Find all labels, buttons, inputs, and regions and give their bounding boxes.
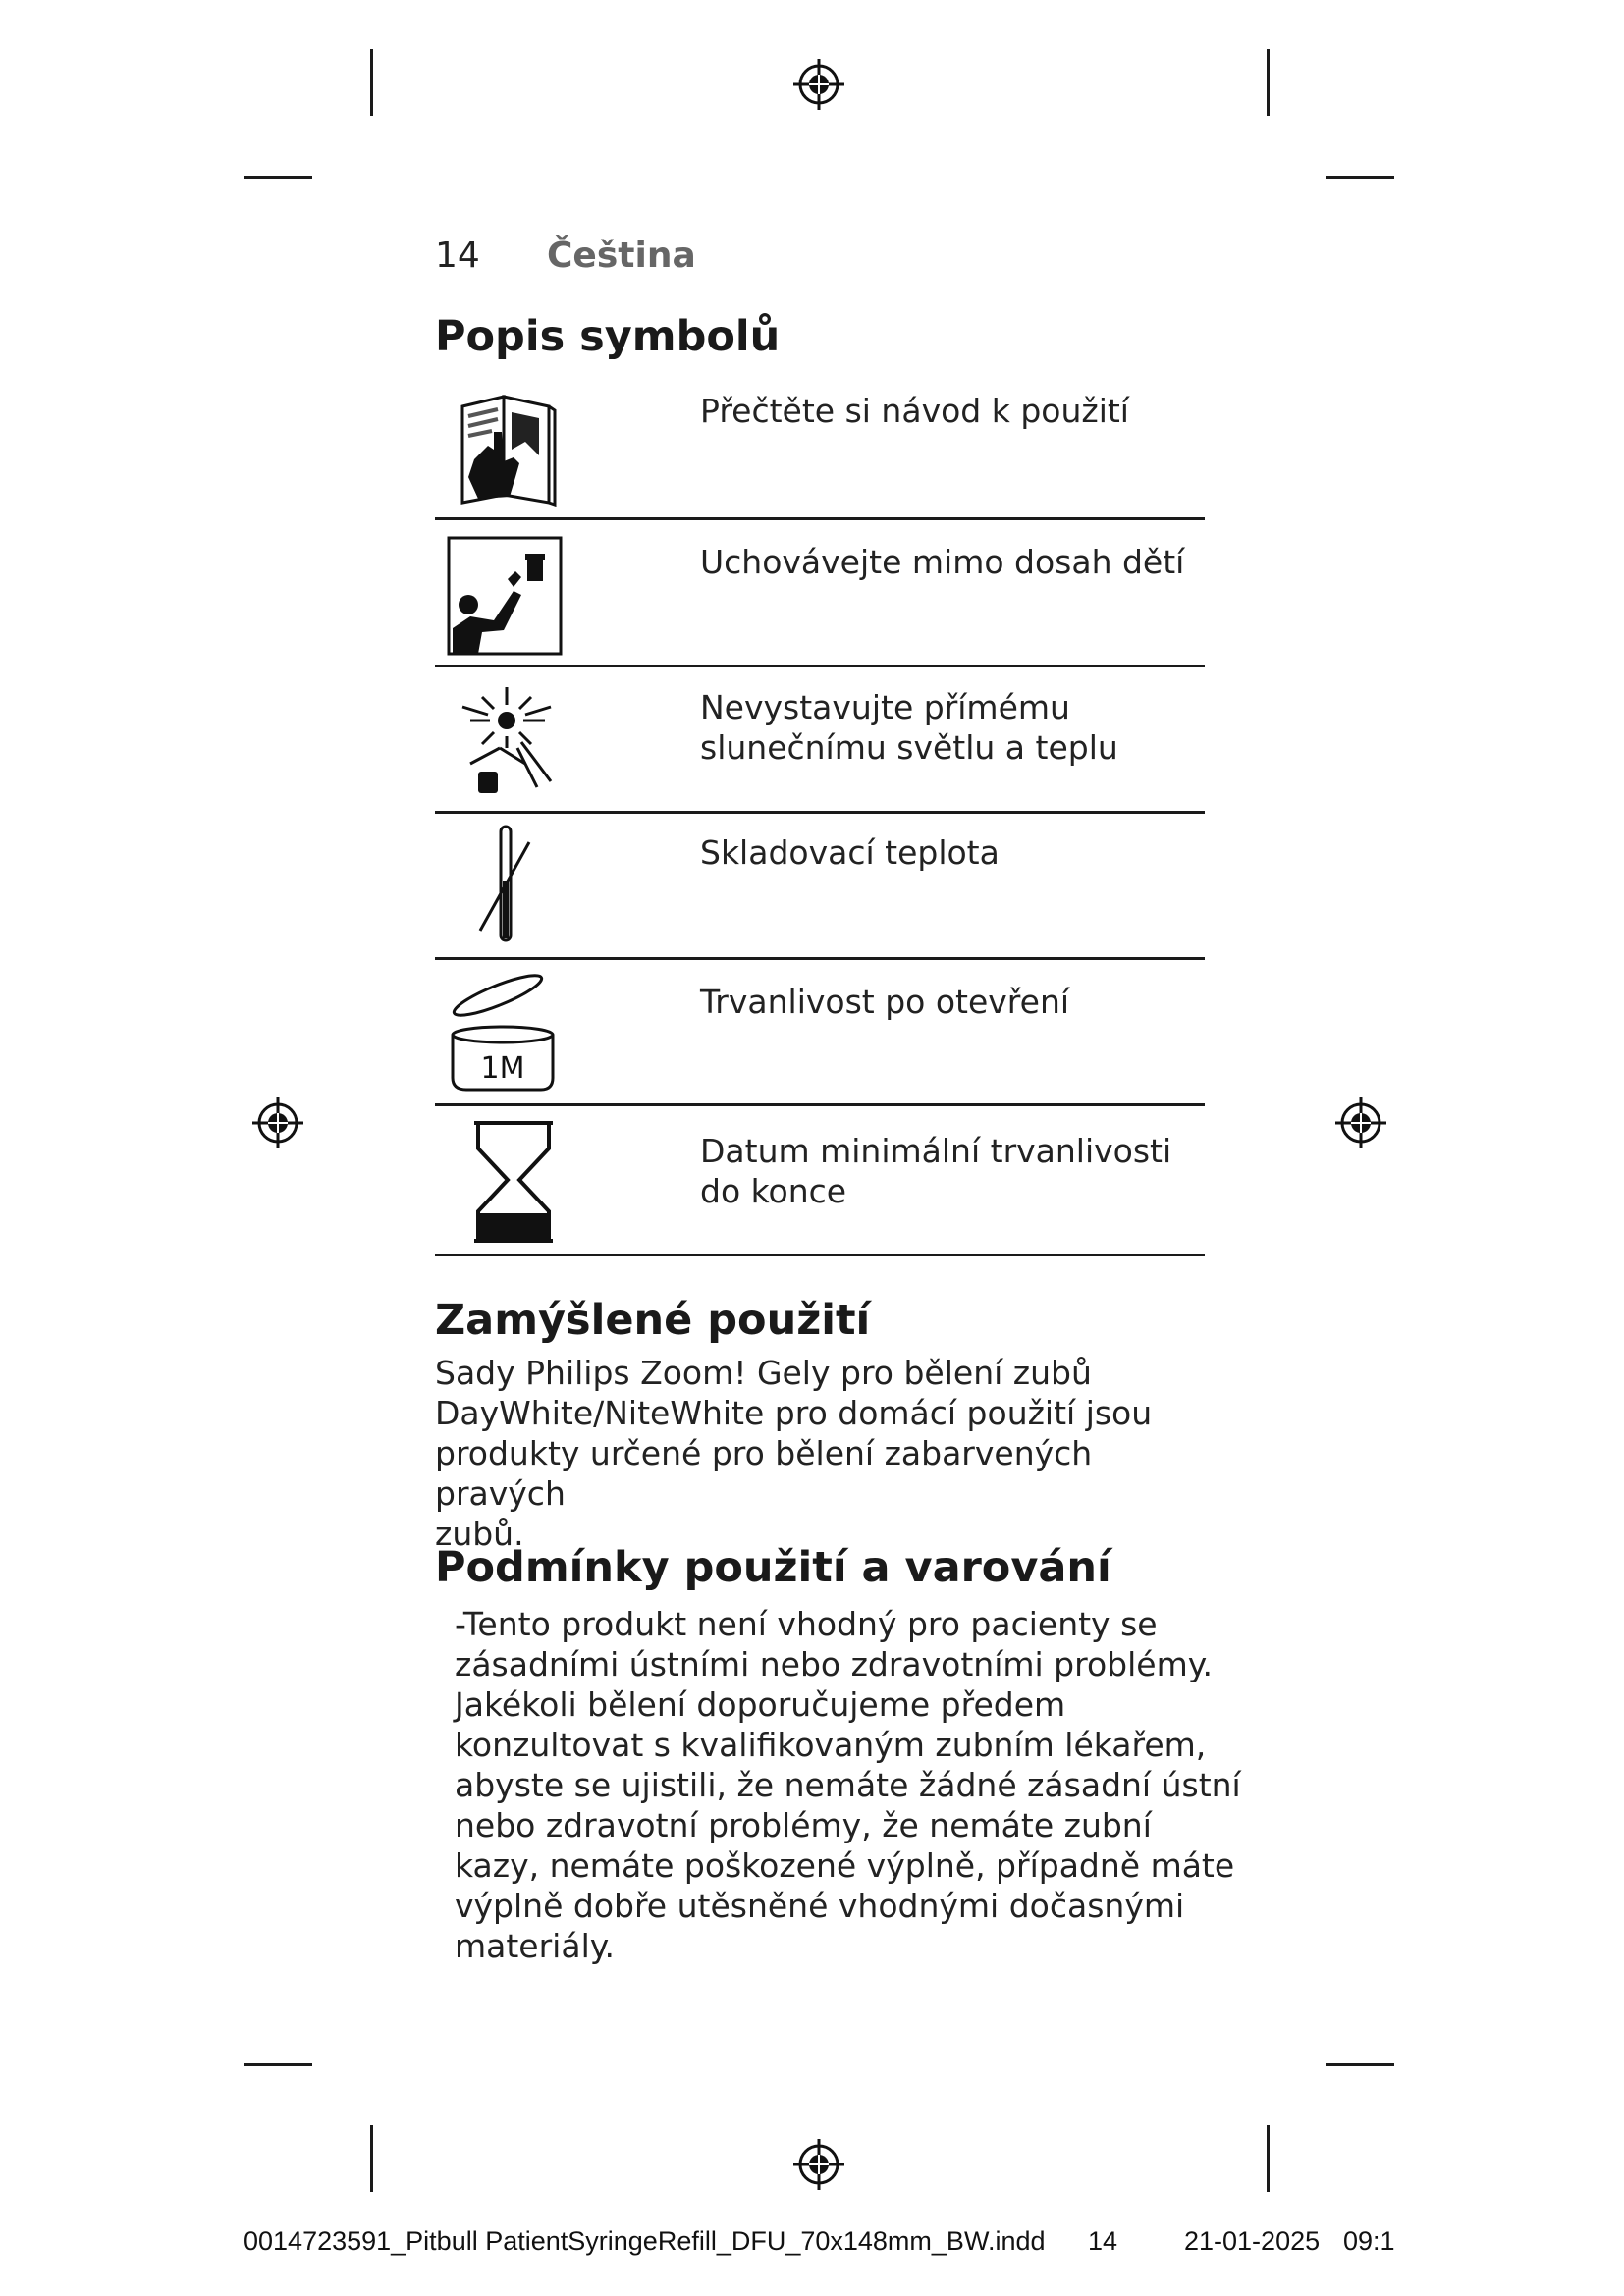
crop-mark xyxy=(1267,49,1270,116)
registration-mark-icon xyxy=(250,1095,305,1150)
symbol-row xyxy=(435,520,1205,667)
symbol-row xyxy=(435,381,1205,520)
crop-mark xyxy=(1326,176,1394,179)
registration-mark-icon xyxy=(791,57,846,112)
keep-away-sunlight-icon xyxy=(443,679,570,807)
divider xyxy=(435,1103,1205,1106)
crop-mark xyxy=(1326,2063,1394,2066)
symbol-description: Přečtěte si návod k použití xyxy=(700,392,1129,430)
symbol-description-line: Datum minimální trvanlivosti xyxy=(700,1132,1172,1170)
symbol-description xyxy=(700,687,1201,768)
language-label: Čeština xyxy=(547,236,696,276)
symbol-row xyxy=(435,667,1205,813)
paragraph-line: konzultovat s kvalifikovaným zubním lékařem, xyxy=(455,1726,1207,1764)
read-manual-icon xyxy=(443,387,570,514)
crop-mark xyxy=(370,2125,373,2192)
hourglass-icon xyxy=(443,1119,570,1247)
paragraph-line: Sady Philips Zoom! Gely pro bělení zubů xyxy=(435,1354,1092,1392)
print-slug-time: 09:1 xyxy=(1343,2226,1395,2256)
intended-use-paragraph xyxy=(435,1353,1211,1554)
paragraph-line: zubů. xyxy=(435,1515,524,1553)
crop-mark xyxy=(370,49,373,116)
paragraph-line: kazy, nemáte poškozené výplně, případně máte xyxy=(455,1846,1235,1885)
paragraph-line: DayWhite/NiteWhite pro domácí použití jsou xyxy=(435,1394,1153,1432)
paragraph-line: produkty určené pro bělení zabarvených pravých xyxy=(435,1434,1093,1513)
svg-text:1M: 1M xyxy=(480,1051,525,1086)
symbol-description: Uchovávejte mimo dosah dětí xyxy=(700,543,1185,581)
print-slug-filename: 0014723591_Pitbull PatientSyringeRefill_DFU_70x148mm_BW.indd xyxy=(244,2226,1046,2256)
period-after-opening-icon xyxy=(443,970,570,1097)
print-slug-page: 14 xyxy=(1088,2226,1118,2256)
symbol-description-line: slunečnímu světlu a teplu xyxy=(700,728,1118,767)
symbols-title: Popis symbolů xyxy=(435,312,781,361)
symbol-description: Trvanlivost po otevření xyxy=(700,983,1070,1021)
paragraph-line: -Tento produkt není vhodný pro pacienty se xyxy=(455,1605,1158,1643)
symbol-description-line: Nevystavujte přímému xyxy=(700,688,1070,726)
conditions-title: Podmínky použití a varování xyxy=(435,1543,1111,1592)
crop-mark xyxy=(1267,2125,1270,2192)
page-number: 14 xyxy=(435,236,480,276)
paragraph-line: nebo zdravotní problémy, že nemáte zubní xyxy=(455,1806,1152,1844)
keep-away-children-icon xyxy=(443,532,570,660)
symbol-description xyxy=(700,1131,1201,1211)
paragraph-line: zásadními ústními nebo zdravotními problémy. xyxy=(455,1645,1214,1683)
crop-mark xyxy=(244,2063,312,2066)
warning-list-item xyxy=(455,1604,1254,1966)
paragraph-line: materiály. xyxy=(455,1927,616,1965)
registration-mark-icon xyxy=(791,2137,846,2192)
registration-mark-icon xyxy=(1333,1095,1388,1150)
symbol-row xyxy=(435,813,1205,960)
paragraph-line: abyste se ujistili, že nemáte žádné zásadní ústní xyxy=(455,1766,1241,1804)
divider xyxy=(435,1254,1205,1256)
paragraph-line: Jakékoli bělení doporučujeme předem xyxy=(455,1685,1066,1724)
thermometer-icon xyxy=(443,823,570,950)
page-header xyxy=(435,236,696,276)
symbol-description: Skladovací teplota xyxy=(700,833,1000,872)
print-slug-date: 21-01-2025 xyxy=(1184,2226,1321,2256)
symbol-row xyxy=(435,1107,1205,1256)
symbol-description-line: do konce xyxy=(700,1172,847,1210)
symbol-row xyxy=(435,960,1205,1107)
crop-mark xyxy=(244,176,312,179)
intended-use-title: Zamýšlené použití xyxy=(435,1296,871,1345)
paragraph-line: výplně dobře utěsněné vhodnými dočasnými xyxy=(455,1887,1185,1925)
